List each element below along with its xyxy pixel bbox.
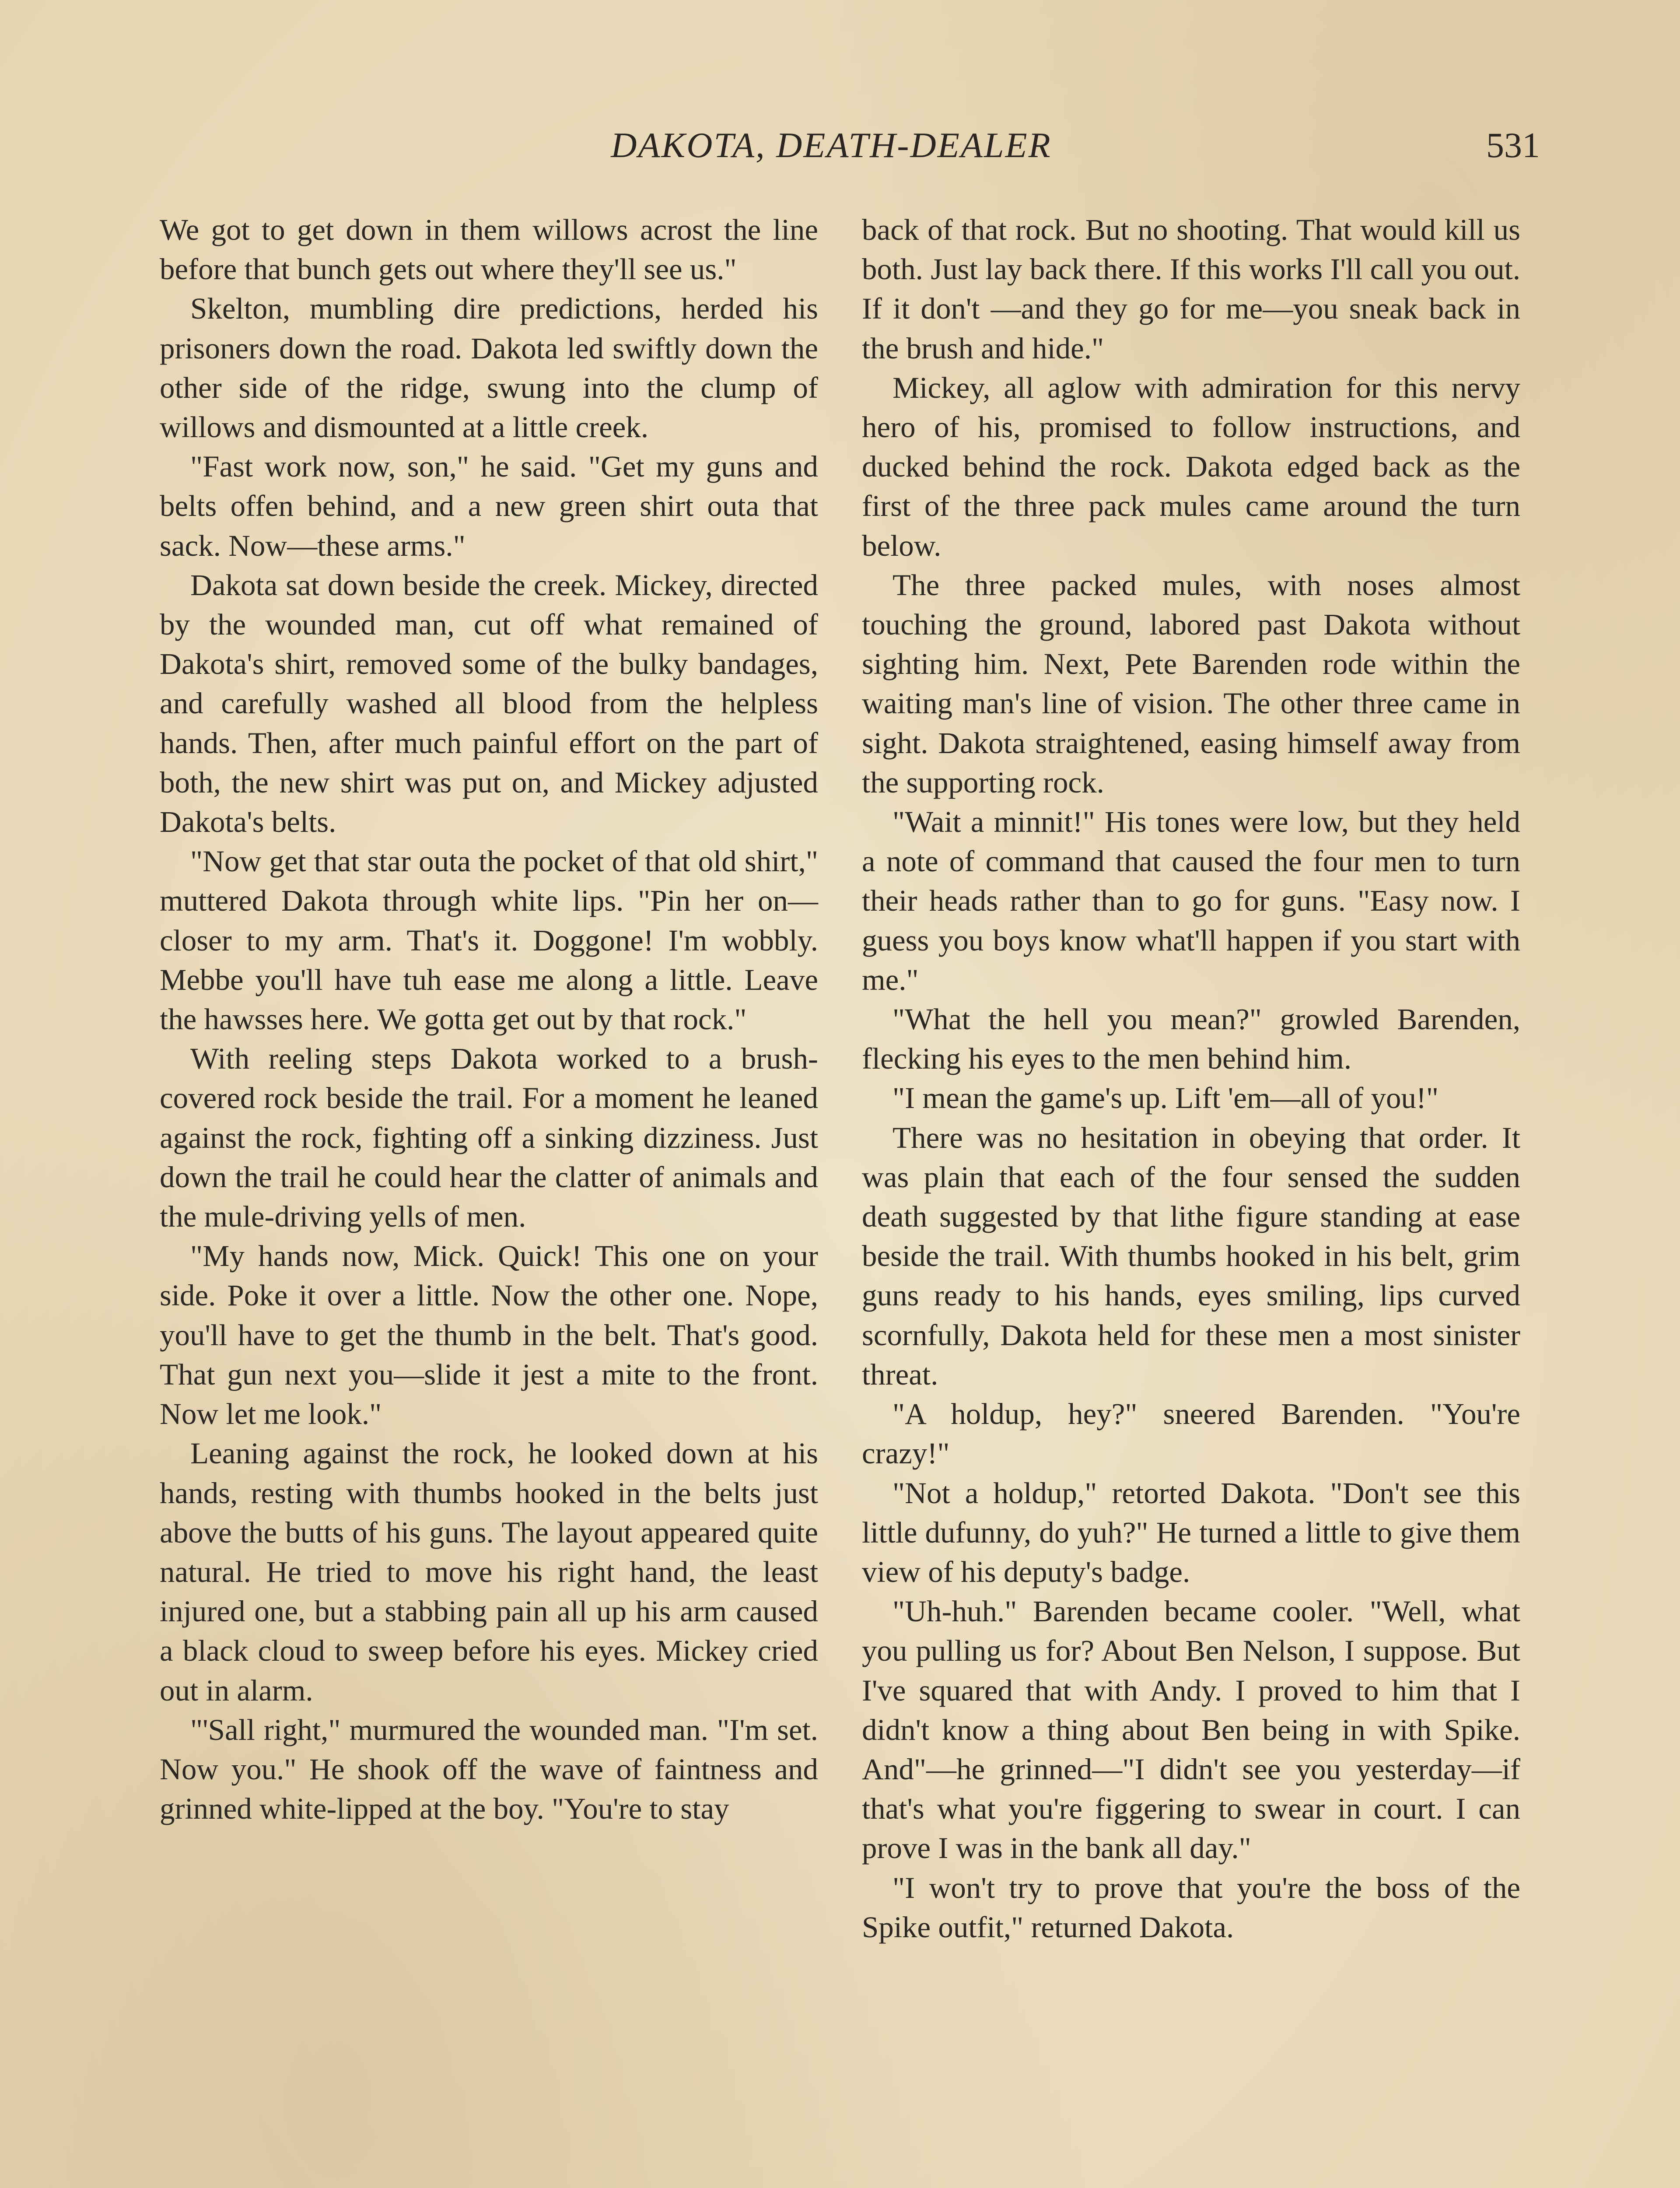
right-column bbox=[862, 210, 1520, 1947]
paragraph: We got to get down in them willows acrost the line before that bunch gets out where they'll see us." bbox=[160, 213, 818, 286]
paragraph: "Wait a minnit!" His tones were low, but they held a note of command that caused the four men to turn their heads rather than to go for guns. "Easy now. I guess you boys know what'll happen if you start with me." bbox=[862, 805, 1520, 996]
paragraph: Leaning against the rock, he looked down at his hands, resting with thumbs hooked in the belts just above the butts of his guns. The layout appeared quite natural. He tried to move his right hand, the least injured one, but a stabbing pain all up his arm caused a black cloud to sweep before his eyes. Mickey cried out in alarm. bbox=[160, 1437, 818, 1707]
page-number: 531 bbox=[1486, 125, 1540, 165]
paragraph: "A holdup, hey?" sneered Barenden. "You're crazy!" bbox=[862, 1397, 1520, 1470]
running-title: DAKOTA, DEATH-DEALER bbox=[611, 125, 1052, 165]
paragraph: "Not a holdup," retorted Dakota. "Don't see this little dufunny, do yuh?" He turned a little to give them view of his deputy's badge. bbox=[862, 1476, 1520, 1588]
paragraph: "Uh-huh." Barenden became cooler. "Well, what you pulling us for? About Ben Nelson, I suppose. But I've squared that with Andy. I proved to him that I didn't know a thing about Ben being in with Spike. And"—he grinned—"I didn't see you yesterday—if that's what you're figgering to swear in court. I can prove I was in the bank all day." bbox=[862, 1595, 1520, 1865]
paragraph: "Now get that star outa the pocket of that old shirt," muttered Dakota through white lips. "Pin her on—closer to my arm. That's it. Doggone! I'm wobbly. Mebbe you'll have tuh ease me along a little. Leave the hawsses here. We gotta get out by that rock." bbox=[160, 845, 818, 1036]
paragraph: Skelton, mumbling dire predictions, herded his prisoners down the road. Dakota led swiftly down the other side of the ridge, swung into the clump of willows and dismounted at a little creek. bbox=[160, 292, 818, 444]
paragraph: There was no hesitation in obeying that order. It was plain that each of the four sensed the sudden death suggested by that lithe figure standing at ease beside the trail. With thumbs hooked in his belt, grim guns ready to his hands, eyes smiling, lips curved scornfully, Dakota held for these men a most sinister threat. bbox=[862, 1121, 1520, 1391]
paragraph: Mickey, all aglow with admiration for this nervy hero of his, promised to follow instructions, and ducked behind the rock. Dakota edged back as the first of the three pack mules came around the turn below. bbox=[862, 371, 1520, 562]
paragraph: "My hands now, Mick. Quick! This one on your side. Poke it over a little. Now the other one. Nope, you'll have to get the thumb in the belt. That's good. That gun next you—slide it jest a mite to the front. Now let me look." bbox=[160, 1239, 818, 1431]
paragraph: "I mean the game's up. Lift 'em—all of you!" bbox=[892, 1081, 1439, 1115]
paragraph: "Fast work now, son," he said. "Get my guns and belts offen behind, and a new green shirt outa that sack. Now—these arms." bbox=[160, 450, 818, 562]
paragraph: "'Sall right," murmured the wounded man. "I'm set. Now you." He shook off the wave of faintness and grinned white-lipped at the boy. "You're to stay bbox=[160, 1713, 818, 1826]
paragraph: With reeling steps Dakota worked to a brush-covered rock beside the trail. For a moment he leaned against the rock, fighting off a sinking dizziness. Just down the trail he could hear the clatter of animals and the mule-driving yells of men. bbox=[160, 1042, 818, 1234]
paragraph: Dakota sat down beside the creek. Mickey, directed by the wounded man, cut off what remained of Dakota's shirt, removed some of the bulky bandages, and carefully washed all blood from the helpless hands. Then, after much painful effort on the part of both, the new shirt was put on, and Mickey adjusted Dakota's belts. bbox=[160, 568, 818, 839]
paragraph: back of that rock. But no shooting. That would kill us both. Just lay back there. If this works I'll call you out. If it don't —and they go for me—you sneak back in the brush and hide." bbox=[862, 213, 1520, 365]
paragraph: "What the hell you mean?" growled Barenden, flecking his eyes to the men behind him. bbox=[862, 1003, 1520, 1076]
left-column bbox=[160, 210, 818, 1828]
paragraph: "I won't try to prove that you're the boss of the Spike outfit," returned Dakota. bbox=[862, 1871, 1520, 1944]
paragraph: The three packed mules, with noses almost touching the ground, labored past Dakota without sighting him. Next, Pete Barenden rode within the waiting man's line of vision. The other three came in sight. Dakota straightened, easing himself away from the supporting rock. bbox=[862, 568, 1520, 799]
